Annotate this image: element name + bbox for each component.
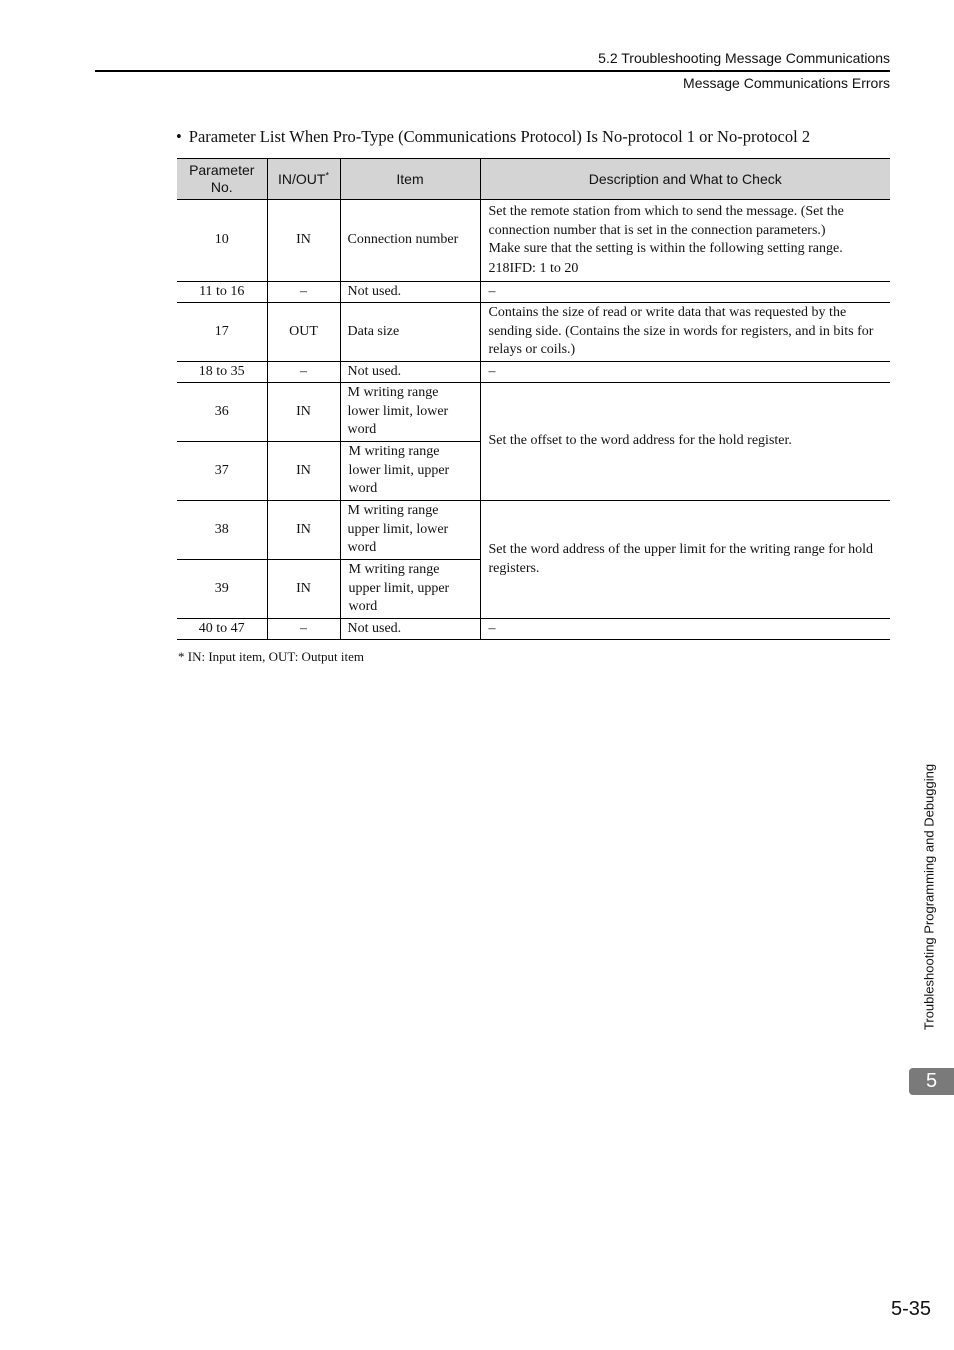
param-io: IN [267, 501, 340, 560]
col-header-inout [267, 159, 340, 200]
footnote: * IN: Input item, OUT: Output item [178, 649, 365, 664]
param-desc-merged: Set the word address of the upper limit for the writing range for hold registers. [480, 501, 890, 619]
param-no: 36 [177, 383, 267, 442]
param-io: – [267, 282, 340, 303]
param-io: – [267, 619, 340, 640]
param-item: Connection number [340, 200, 480, 282]
footnote-mark: * [325, 169, 329, 180]
chapter-tab: 5 [909, 1068, 954, 1095]
param-no: 40 to 47 [177, 619, 267, 640]
param-item: Data size [340, 303, 480, 362]
param-io: IN [267, 200, 340, 282]
param-item: Not used. [340, 619, 480, 640]
desc-line: Make sure that the setting is within the following setting range. [488, 241, 843, 256]
param-desc: – [480, 362, 890, 383]
table-row [177, 303, 890, 362]
param-item: M writing range upper limit, upper word [340, 560, 480, 619]
header-rule [95, 70, 890, 72]
header-subsection-title: Message Communications Errors [683, 75, 890, 91]
header-section-title: 5.2 Troubleshooting Message Communications [598, 50, 890, 66]
param-desc: – [480, 282, 890, 303]
table-row [177, 200, 890, 282]
param-no: 39 [177, 560, 267, 619]
param-desc: Contains the size of read or write data that was requested by the sending side. (Contains the size in words for registers, and in bits for relays or coils.) [480, 303, 890, 362]
param-item: M writing range lower limit, upper word [340, 442, 480, 501]
table-row [177, 282, 890, 303]
col-header-description: Description and What to Check [480, 159, 890, 200]
desc-line: Set the remote station from which to send the message. (Set the connection number that is set in the connection parameters.) [488, 204, 844, 238]
col-header-inout-label: IN/OUT [278, 170, 326, 187]
table-row [177, 501, 890, 560]
param-no: 11 to 16 [177, 282, 267, 303]
bullet: • [176, 127, 182, 146]
desc-line: 218IFD: 1 to 20 [488, 260, 579, 276]
chapter-side-title: Troubleshooting Programming and Debugging [921, 763, 937, 1031]
param-io: – [267, 362, 340, 383]
param-no: 17 [177, 303, 267, 362]
param-item: M writing range lower limit, lower word [340, 383, 480, 442]
col-header-item: Item [340, 159, 480, 200]
parameter-table [177, 158, 890, 640]
param-io: IN [267, 560, 340, 619]
param-io: IN [267, 383, 340, 442]
param-no: 38 [177, 501, 267, 560]
param-item: Not used. [340, 282, 480, 303]
param-item: M writing range upper limit, lower word [340, 501, 480, 560]
param-item: Not used. [340, 362, 480, 383]
param-desc: – [480, 619, 890, 640]
table-header-row [177, 159, 890, 200]
col-header-parameter-no: Parameter No. [177, 159, 267, 200]
param-desc-merged: Set the offset to the word address for the hold register. [480, 383, 890, 501]
table-row [177, 619, 890, 640]
table-heading [176, 127, 810, 147]
param-desc [480, 200, 890, 282]
param-io: IN [267, 442, 340, 501]
param-no: 37 [177, 442, 267, 501]
table-row [177, 362, 890, 383]
page-number: 5-35 [890, 1298, 931, 1320]
heading-text: Parameter List When Pro-Type (Communications Protocol) Is No-protocol 1 or No-protocol 2 [188, 127, 811, 146]
param-no: 10 [177, 200, 267, 282]
table-row [177, 383, 890, 442]
param-io: OUT [267, 303, 340, 362]
param-no: 18 to 35 [177, 362, 267, 383]
